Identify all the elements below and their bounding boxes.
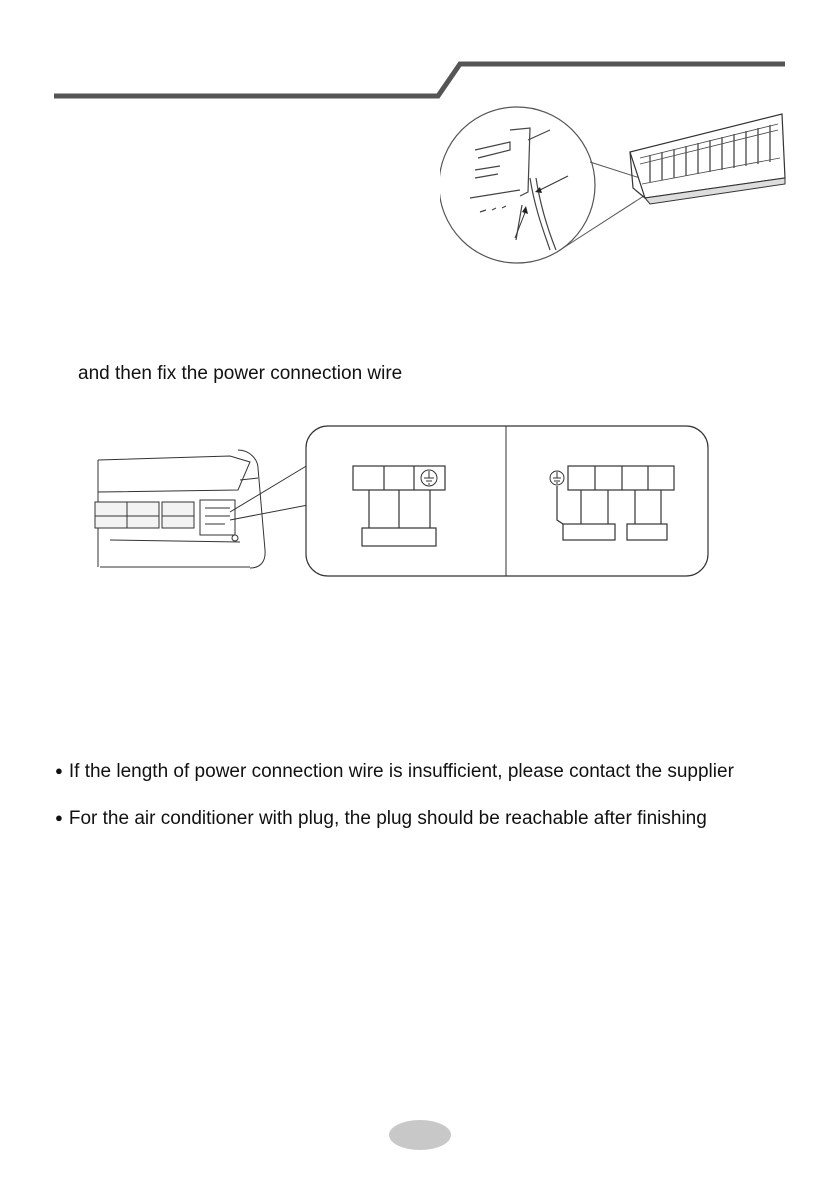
page-number-badge	[389, 1120, 451, 1150]
magnifier-circle	[440, 107, 595, 263]
fix-wire-text: and then fix the power connection wire	[78, 363, 403, 384]
header-rule	[0, 0, 839, 110]
terminal-frame	[306, 426, 708, 576]
note-text: If the length of power connection wire is insufficient, please contact the supplier	[68, 761, 734, 782]
terminal-wiring-illustration	[90, 420, 720, 585]
note-item	[55, 760, 734, 783]
bullet-icon: ●	[55, 810, 63, 825]
indoor-unit-drawing	[630, 114, 785, 204]
note-text: For the air conditioner with plug, the plug should be reachable after finishing	[68, 808, 707, 829]
indoor-unit-open-drawing	[95, 450, 265, 568]
note-item	[55, 807, 707, 830]
unit-wire-detail-illustration	[440, 100, 800, 280]
bullet-icon: ●	[55, 763, 63, 778]
